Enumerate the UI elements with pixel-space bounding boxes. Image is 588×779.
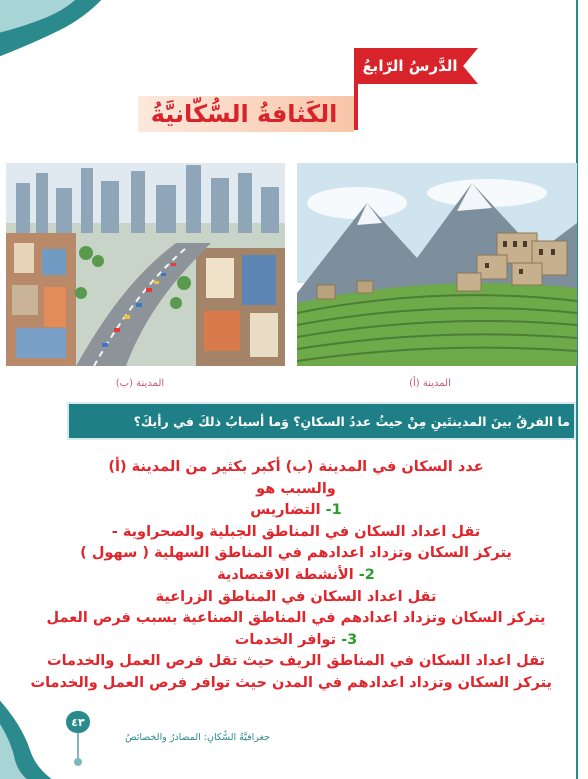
- answer-line: والسبب هو: [256, 480, 336, 497]
- answer-line: 1- التضاريس: [250, 502, 342, 519]
- answer-line: 3- توافر الخدمات: [234, 631, 358, 648]
- answer-line: عدد السكان في المدينة (ب) أكبر بكثير من المدينة (أ): [108, 459, 484, 475]
- answer-line: تقل اعداد السكان في المناطق الريف حيث تقل فرص العمل والخدمات: [47, 653, 545, 670]
- answer-line: 2- الأنشطة الاقتصادية: [217, 567, 375, 583]
- answer-line: تقل اعداد السكان في المناطق الزراعية: [155, 588, 437, 605]
- answer-line: تقل اعداد السكان في المناطق الجبلية والصحراوية -: [111, 523, 481, 540]
- page-pin-line: [77, 733, 79, 761]
- margin-rule: [576, 0, 578, 779]
- page-pin-dot: [74, 758, 82, 766]
- unit-title: جغرافيَّةُ السُّكانِ: المصادرُ والخصائصُ: [125, 732, 270, 743]
- answer-line: يتركز السكان وتزداد اعدادهم في المناطق السهلية ( سهول ): [80, 545, 512, 562]
- village-a-image: [297, 163, 577, 366]
- lesson-title: الكَثافةُ السُّكّانيَّةُ: [150, 100, 338, 128]
- city-b-image: [6, 163, 285, 366]
- ribbon-stem: [354, 84, 358, 130]
- corner-decoration-top: [0, 0, 110, 60]
- answer-line: يتركز السكان وتزداد اعدادهم في المدن حيث توافر فرص العمل والخدمات: [30, 675, 552, 691]
- corner-decoration-bottom: [0, 690, 70, 779]
- caption-city-b: المدينة (ب): [115, 378, 165, 389]
- page-number: ٤٣: [66, 711, 90, 733]
- answer-line: يتركز السكان وتزداد اعدادهم في المناطق الصناعية بسبب فرص العمل: [46, 610, 546, 627]
- lesson-label: الدَّرسُ الرّابعُ: [362, 57, 458, 75]
- question-text: ما الفرقُ بينَ المدينتَينِ مِنْ حيثُ عددُ السكانِ؟ وَما أسبابُ ذلكَ في رأيكَ؟: [133, 413, 570, 429]
- caption-city-a: المدينة (أ): [409, 378, 451, 389]
